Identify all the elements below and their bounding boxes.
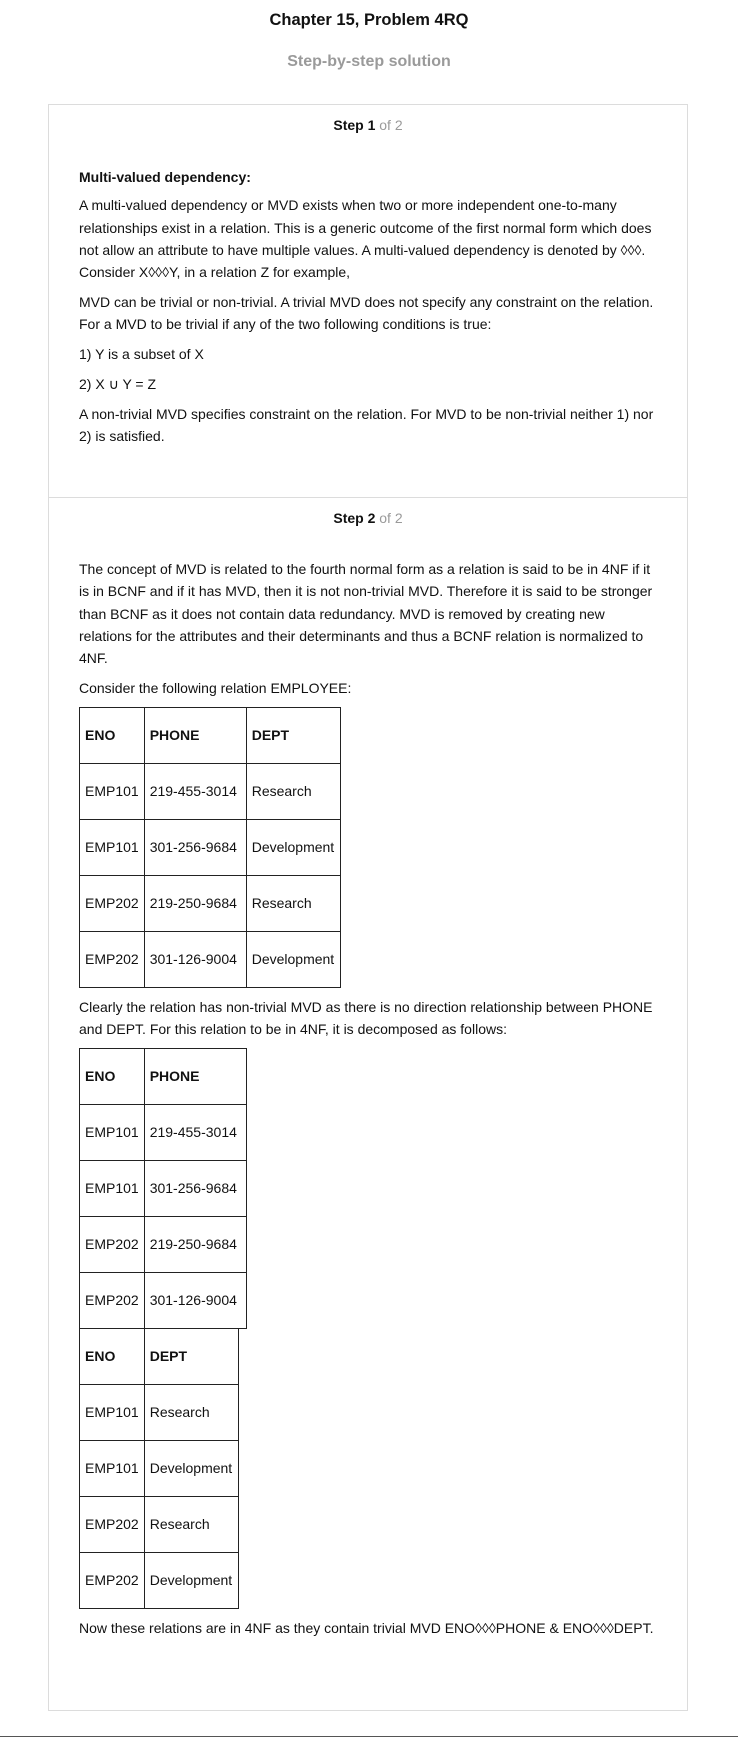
table-cell: EMP202 (80, 1272, 145, 1328)
step-1-paragraph: A non-trivial MVD specifies constraint on the relation. For MVD to be non-trivial neither 1) nor 2) is satisfied. (79, 405, 654, 444)
employee-table (79, 707, 341, 988)
table-cell: EMP202 (80, 875, 145, 931)
table-header-cell: DEPT (144, 1328, 238, 1384)
table-cell: Research (246, 875, 340, 931)
table-cell: 219-250-9684 (144, 1216, 246, 1272)
step-2-header (49, 510, 687, 526)
table-row (80, 763, 341, 819)
page-bottom-border (0, 1736, 738, 1737)
table-cell: 301-126-9004 (144, 1272, 246, 1328)
table-row (80, 1552, 239, 1608)
table-cell: 219-455-3014 (144, 763, 246, 819)
eno-dept-table (79, 1328, 239, 1609)
table-cell: 219-455-3014 (144, 1104, 246, 1160)
table-cell: 301-256-9684 (144, 1160, 246, 1216)
step-2-clearly: Clearly the relation has non-trivial MVD as there is no direction relationship between PHONE and DEPT. For this relation to be in 4NF, it is decomposed as follows: (79, 998, 653, 1038)
table-cell: EMP101 (80, 1440, 145, 1496)
table-header-row (80, 1048, 247, 1104)
step-1-paragraph: MVD can be trivial or non-trivial. A trivial MVD does not specify any constraint on the relation. For a MVD to be trivial if any of the two following conditions is true: (79, 293, 654, 333)
step-1-paragraph: 2) X ∪ Y = Z (79, 375, 157, 392)
table-row (80, 875, 341, 931)
table-header-cell: ENO (80, 1328, 145, 1384)
step-divider (49, 497, 687, 498)
step-1-label: Step 1 (333, 117, 376, 133)
table-row (80, 1216, 247, 1272)
table-cell: Development (144, 1552, 238, 1608)
table-header-cell: DEPT (246, 707, 340, 763)
table-header-cell: ENO (80, 1048, 145, 1104)
table-header-row (80, 1328, 239, 1384)
table-cell: EMP202 (80, 931, 145, 987)
table-row (80, 1272, 247, 1328)
table-cell: Research (246, 763, 340, 819)
step-1-paragraph: A multi-valued dependency or MVD exists when two or more independent one-to-many relationships exist in a relation. This is a generic outcome of the first normal form which does not allow an attribute to have multiple values. A multi-valued dependency is denoted by ◊◊◊. Consider X◊◊◊Y, in a relation Z for example, (79, 197, 652, 281)
eno-phone-table (79, 1048, 247, 1329)
table-cell: Development (246, 819, 340, 875)
table-row (80, 1440, 239, 1496)
table-cell: 219-250-9684 (144, 875, 246, 931)
table-cell: Research (144, 1384, 238, 1440)
step-1-of: of 2 (379, 117, 403, 133)
step-1-content (79, 166, 661, 455)
table-cell: Development (144, 1440, 238, 1496)
table-cell: EMP101 (80, 1384, 145, 1440)
table-cell: 301-126-9004 (144, 931, 246, 987)
step-2-of: of 2 (379, 510, 403, 526)
solution-card (48, 104, 688, 1711)
table-header-cell: ENO (80, 707, 145, 763)
table-cell: EMP101 (80, 819, 145, 875)
table-cell: EMP101 (80, 1160, 145, 1216)
step-2-content (79, 558, 661, 1647)
table-cell: EMP202 (80, 1216, 145, 1272)
table-cell: Research (144, 1496, 238, 1552)
step-2-intro: The concept of MVD is related to the fourth normal form as a relation is said to be in 4NF if it is in BCNF and if it has MVD, then it is not non-trivial MVD. Therefore it is said to be stronger than BCNF as it does not contain data redundancy. MVD is removed by creating new relations for the attributes and their determinants and thus a BCNF relation is normalized to 4NF. (79, 561, 653, 667)
table-cell: EMP101 (80, 763, 145, 819)
table-row (80, 1384, 239, 1440)
table-row (80, 931, 341, 987)
step-1-heading: Multi-valued dependency: (79, 169, 251, 185)
step-1-header (49, 117, 687, 133)
table-cell: EMP202 (80, 1496, 145, 1552)
table-row (80, 1496, 239, 1552)
step-2-consider: Consider the following relation EMPLOYEE: (79, 679, 352, 696)
step-2-label: Step 2 (333, 510, 376, 526)
table-header-cell: PHONE (144, 1048, 246, 1104)
table-header-cell: PHONE (144, 707, 246, 763)
step-1-paragraph: 1) Y is a subset of X (79, 346, 204, 363)
table-row (80, 1160, 247, 1216)
page-subtitle: Step-by-step solution (287, 53, 451, 70)
page-title: Chapter 15, Problem 4RQ (269, 11, 469, 29)
table-cell: EMP202 (80, 1552, 145, 1608)
table-header-row (80, 707, 341, 763)
table-cell: 301-256-9684 (144, 819, 246, 875)
table-cell: EMP101 (80, 1104, 145, 1160)
table-cell: Development (246, 931, 340, 987)
table-row (80, 819, 341, 875)
table-row (80, 1104, 247, 1160)
step-2-conclusion: Now these relations are in 4NF as they contain trivial MVD ENO◊◊◊PHONE & ENO◊◊◊DEPT. (79, 1619, 654, 1636)
